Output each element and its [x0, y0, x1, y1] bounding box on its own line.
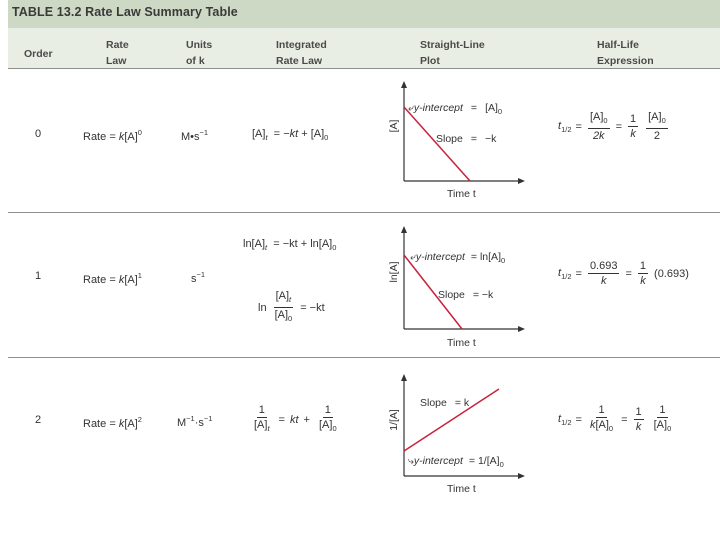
units-1: $s^{-1}$	[191, 270, 206, 285]
row-divider	[8, 357, 720, 358]
plot-line	[404, 389, 499, 451]
plot-y-label: 1/[A]	[388, 409, 400, 431]
rate-law-0: Rate = $k[A]^0$	[83, 128, 142, 143]
header-integrated: Integrated Rate Law	[276, 39, 327, 67]
rate-law-1: Rate = $k[A]^1$	[83, 271, 142, 286]
integrated-law-2: $\frac{1}{[A]_t}$ = kt + $\frac{1}{[A]_0}$	[254, 404, 337, 433]
plot-intercept-label: ⤶y-intercept = $[A]_0$	[408, 102, 503, 116]
plot-zero-order	[382, 74, 542, 204]
plot-intercept-label: ⤶y-intercept = $\ln[A]_0$	[410, 251, 506, 265]
units-0: $M•s^{-1}$	[181, 128, 209, 143]
header-order: Order	[24, 48, 53, 60]
order-2: 2	[35, 414, 42, 426]
header-half-life: Half-Life Expression	[597, 39, 654, 67]
plot-axes	[401, 226, 525, 332]
plot-y-label: ln[A]	[388, 261, 400, 283]
plot-axes	[401, 81, 525, 184]
order-1: 1	[35, 270, 42, 282]
half-life-1: $t_{1/2}$ = $\frac{0.693}{k}$ = $\frac{1}{k}$ (0.693)	[558, 260, 689, 287]
integrated-law-0: $[A]_t = -kt + [A]_0$	[252, 128, 329, 142]
order-0: 0	[35, 128, 42, 140]
plot-slope-label: Slope = −k	[438, 289, 494, 301]
half-life-2: $t_{1/2}$ = $\frac{1}{k[A]_0}$ = $\frac{1}{k}$ $\frac{1}{[A]_0}$	[558, 404, 672, 433]
integrated-law-1b: ln $\frac{[A]_t}{[A]_0}$ = −kt	[258, 290, 325, 323]
table-title: TABLE 13.2 Rate Law Summary Table	[12, 5, 238, 19]
plot-x-label: Time t	[447, 337, 476, 349]
plot-second-order	[382, 367, 552, 497]
integrated-law-1a: $\ln[A]_t = -kt + \ln[A]_0$	[243, 238, 337, 252]
plot-intercept-label: ⤷y-intercept = $1/[A]_0$	[408, 455, 504, 469]
header-rate-law: Rate Law	[106, 39, 129, 67]
plot-x-label: Time t	[447, 483, 476, 495]
plot-slope-label: Slope = −k	[436, 133, 497, 145]
row-divider	[8, 212, 720, 213]
header-units: Units of k	[186, 39, 213, 67]
rate-law-2: Rate = $k[A]^2$	[83, 415, 142, 430]
plot-slope-label: Slope = k	[420, 397, 470, 409]
plot-y-label: [A]	[388, 119, 400, 133]
half-life-0: $t_{1/2}$ = $\frac{[A]_0}{2k}$ = $\frac{1}{k}$ $\frac{[A]_0}{2}$	[558, 111, 666, 142]
plot-x-label: Time t	[447, 188, 476, 200]
plot-first-order	[382, 219, 542, 349]
header-plot: Straight-Line Plot	[420, 39, 485, 67]
units-2: $M^{-1}\cdot s^{-1}$	[177, 414, 213, 429]
header-divider	[8, 68, 720, 69]
